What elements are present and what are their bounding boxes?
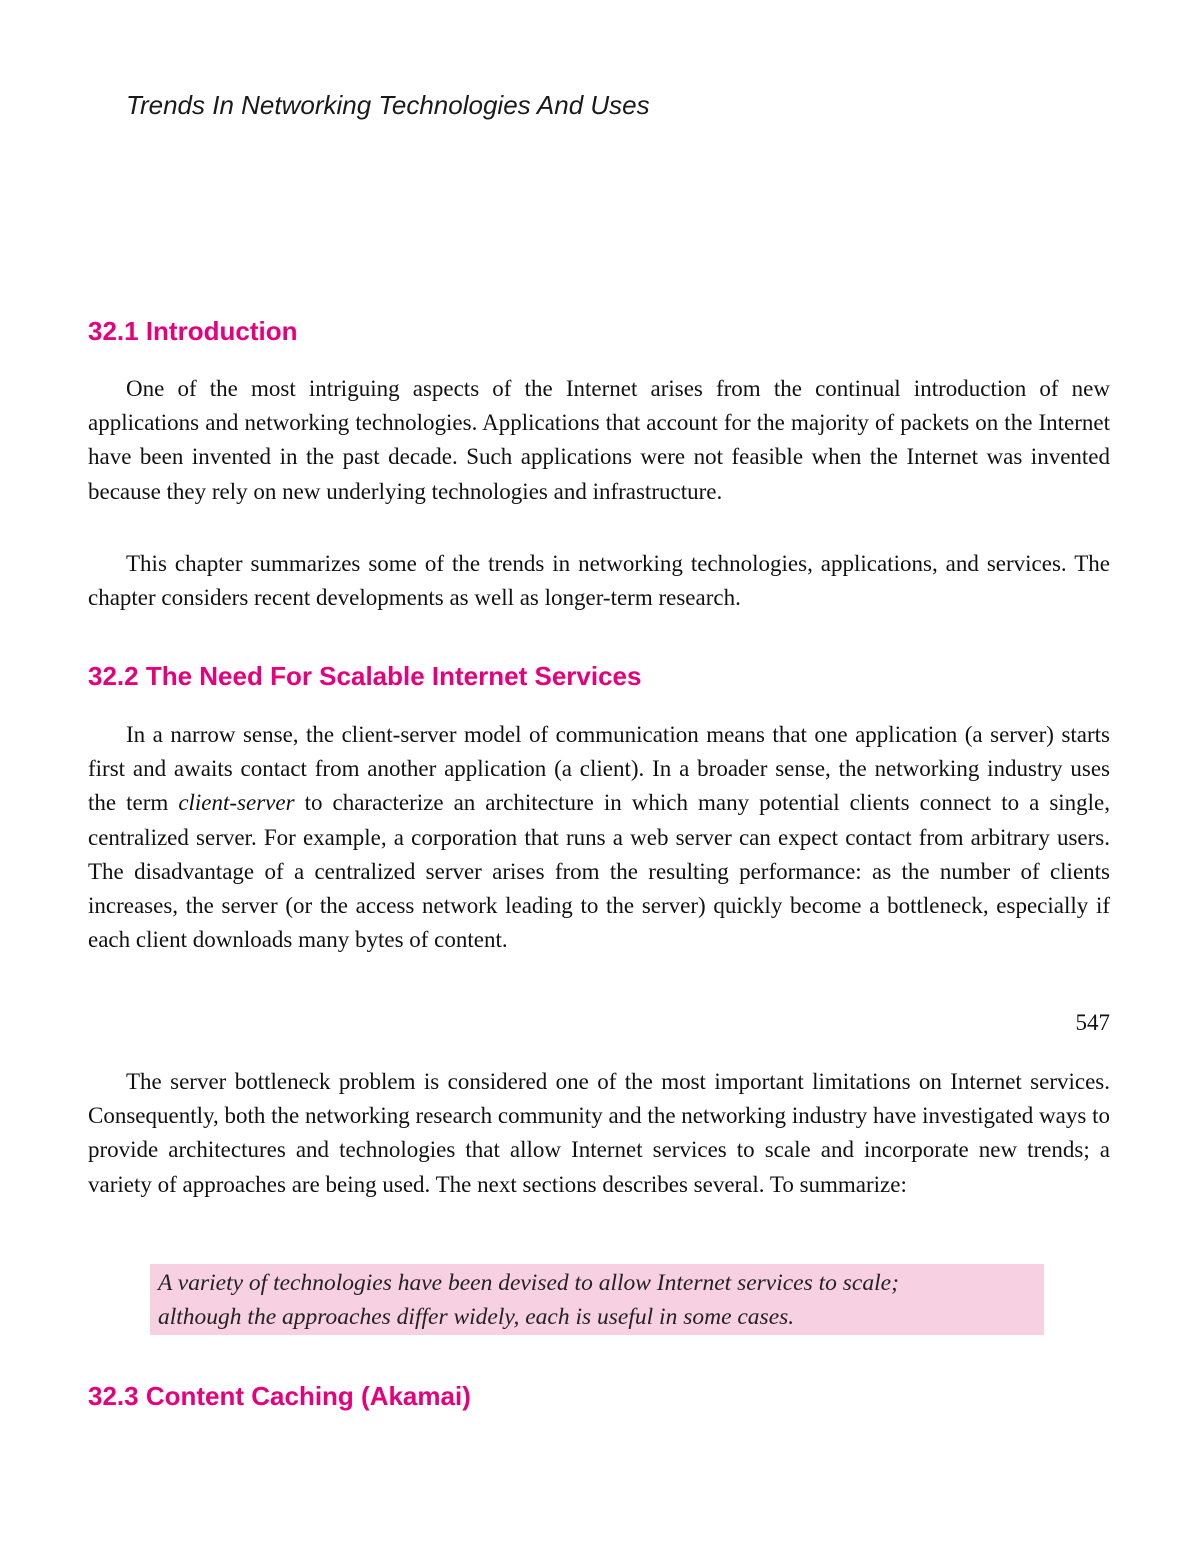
intro-paragraph-1: One of the most intriguing aspects of the Internet arises from the continual introduction of new applications and networking technologies. Applications that account for the majority of packets on the Internet have been invented in the past decade. Such applications were not feasible when the Internet was invented because they rely on new underlying technologies and infrastructure. bbox=[88, 376, 1110, 504]
section-heading-introduction: 32.1 Introduction bbox=[88, 316, 298, 346]
scalable-paragraph-1-part-b: to characterize an architecture in which many potential clients connect to a single, centralized server. For example, a corporation that runs a web server can expect contact from arbitrary users. The disadvantage of a centralized server arises from the resulting performance: as the number of clients increases, the server (or the access network leading to the server) quickly become a bottleneck, especially if each client downloads many bytes of content. bbox=[88, 790, 1111, 953]
bottleneck-paragraph: The server bottleneck problem is considered one of the most important limitations on Internet services. Consequently, both the networking research community and the networking industry have investigated ways to provide architectures and technologies that allow Internet services to scale and incorporate new trends; a variety of approaches are being used. The next sections describes several. To summarize: bbox=[88, 1069, 1110, 1197]
client-server-term: client-server bbox=[178, 790, 295, 816]
intro-paragraph-2: This chapter summarizes some of the trends in networking technologies, applications, and services. The chapter considers recent developments as well as longer-term research. bbox=[88, 551, 1110, 611]
summary-callout bbox=[150, 1264, 1044, 1335]
scalable-paragraph-1-part-a: In a narrow sense, the client-server model of communication means that one application (a server) starts first and awaits contact from another application (a client). In a broader sense, the networking industry uses the term bbox=[88, 722, 1110, 816]
section-heading-content-caching: 32.3 Content Caching (Akamai) bbox=[88, 1381, 471, 1411]
callout-line-1: A variety of technologies have been devised to allow Internet services to scale; bbox=[158, 1270, 899, 1296]
callout-line-2: although the approaches differ widely, each is useful in some cases. bbox=[158, 1304, 795, 1330]
section-heading-scalable-services: 32.2 The Need For Scalable Internet Services bbox=[88, 661, 642, 691]
running-head: Trends In Networking Technologies And Uses bbox=[126, 90, 650, 120]
scalable-paragraph-1 bbox=[88, 718, 1110, 957]
page-number: 547 bbox=[1075, 1010, 1110, 1035]
